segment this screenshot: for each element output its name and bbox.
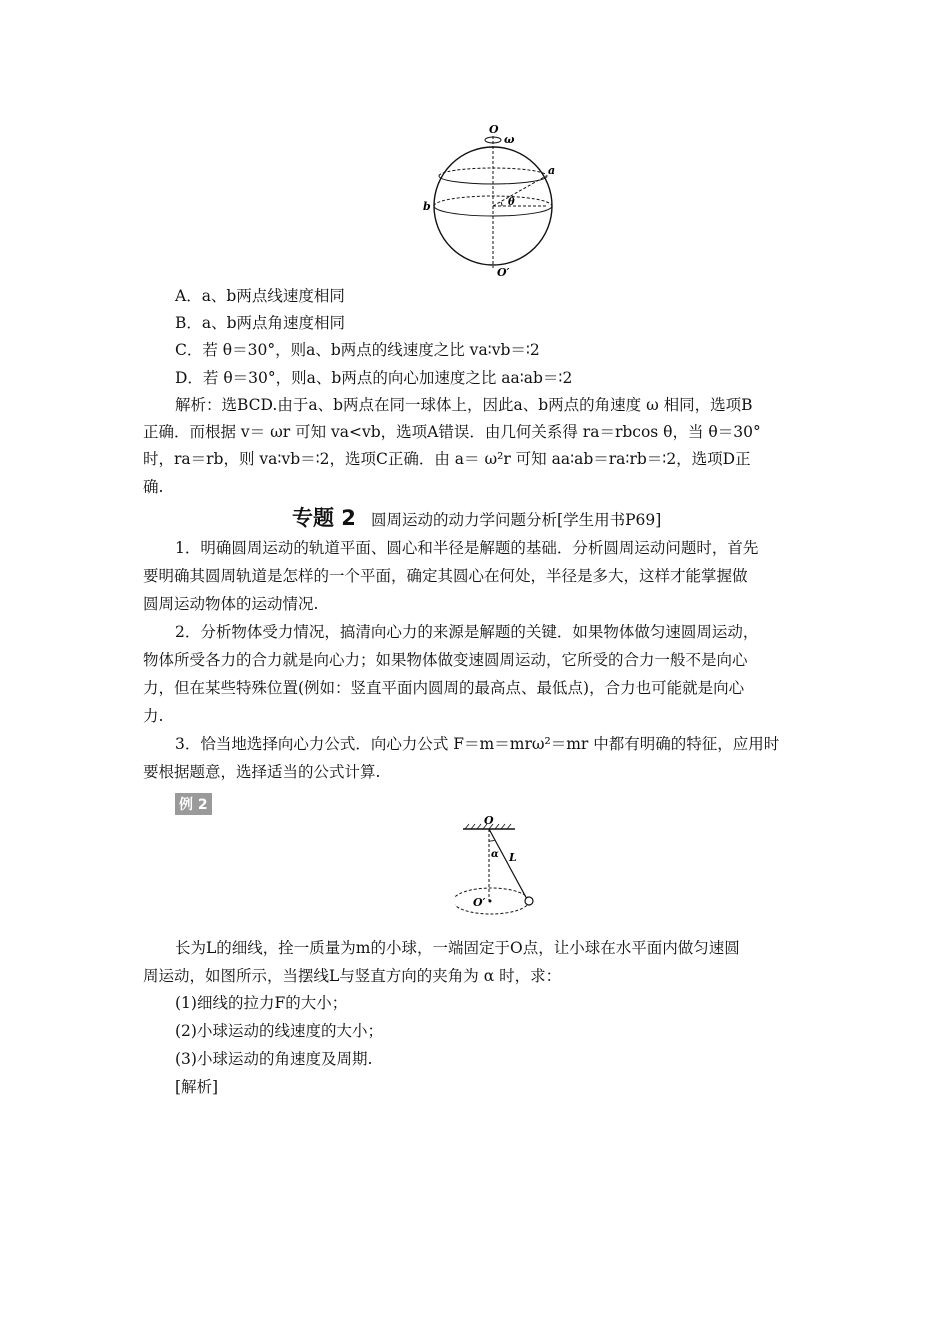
paragraph-1-line-1: 1．明确圆周运动的轨道平面、圆心和半径是解题的基础．分析圆周运动问题时，首先 bbox=[175, 539, 759, 557]
label-o: O bbox=[489, 123, 499, 136]
option-b: B．a、b两点角速度相同 bbox=[175, 314, 346, 332]
topic-heading bbox=[292, 502, 661, 532]
paragraph-2-line-4: 力. bbox=[143, 707, 164, 725]
label-theta: θ bbox=[508, 197, 515, 208]
question-2: (2)小球运动的线速度的大小； bbox=[175, 1022, 383, 1040]
conical-pendulum-figure bbox=[455, 815, 545, 930]
question-3: (3)小球运动的角速度及周期. bbox=[175, 1050, 373, 1068]
topic-subtitle: 圆周运动的动力学问题分析[学生用书P69] bbox=[371, 511, 662, 529]
paragraph-3-line-2: 要根据题意，选择适当的公式计算. bbox=[143, 763, 381, 781]
label-o: O bbox=[484, 815, 494, 827]
paragraph-1-line-3: 圆周运动物体的运动情况. bbox=[143, 595, 319, 613]
paragraph-1-line-2: 要明确其圆周轨道是怎样的一个平面，确定其圆心在何处，半径是多大，这样才能掌握做 bbox=[143, 567, 748, 585]
question-1: (1)细线的拉力F的大小； bbox=[175, 994, 348, 1012]
radius-to-a bbox=[493, 176, 546, 206]
label-a: a bbox=[548, 164, 556, 177]
sphere-figure bbox=[418, 118, 568, 280]
label-o-prime: O′ bbox=[497, 266, 510, 279]
answer-label: [解析] bbox=[175, 1078, 219, 1096]
label-omega: ω bbox=[504, 133, 515, 146]
analysis-line-2: 正确．而根据 v＝ ωr 可知 va<vb，选项A错误．由几何关系得 ra＝rbcos θ，当 θ＝30° bbox=[143, 423, 761, 441]
label-alpha: α bbox=[491, 849, 499, 860]
label-o-prime: O′ bbox=[473, 896, 486, 909]
problem-line-2: 周运动，如图所示，当摆线L与竖直方向的夹角为 α 时，求： bbox=[143, 967, 562, 985]
theta-arc bbox=[501, 202, 502, 206]
option-c: C．若 θ＝30°，则a、b两点的线速度之比 va∶vb＝∶2 bbox=[175, 341, 540, 359]
option-d: D．若 θ＝30°，则a、b两点的向心加速度之比 aa∶ab＝∶2 bbox=[175, 369, 573, 387]
analysis-line-3: 时，ra＝rb，则 va∶vb＝∶2，选项C正确．由 a＝ ω²r 可知 aa∶ab＝ra∶rb＝∶2，选项D正 bbox=[143, 450, 751, 468]
analysis-line-1: 解析：选BCD.由于a、b两点在同一球体上，因此a、b两点的角速度 ω 相同，选项B bbox=[175, 396, 753, 414]
label-b: b bbox=[423, 200, 431, 213]
example-badge: 例 2 bbox=[175, 793, 212, 815]
orbit-circle bbox=[455, 888, 529, 914]
paragraph-2-line-1: 2．分析物体受力情况，搞清向心力的来源是解题的关键．如果物体做匀速圆周运动， bbox=[175, 623, 759, 641]
label-L: L bbox=[509, 851, 517, 864]
center-point bbox=[489, 900, 492, 903]
topic-title: 专题 2 bbox=[292, 506, 356, 530]
problem-line-1: 长为L的细线，拴一质量为m的小球，一端固定于O点，让小球在水平面内做匀速圆 bbox=[175, 939, 740, 957]
paragraph-2-line-3: 力，但在某些特殊位置(例如：竖直平面内圆周的最高点、最低点)，合力也可能就是向心 bbox=[143, 679, 745, 697]
ball bbox=[525, 897, 533, 905]
paragraph-3-line-1: 3．恰当地选择向心力公式．向心力公式 F＝m＝mrω²＝mr 中都有明确的特征，应用时 bbox=[175, 735, 780, 753]
analysis-line-4: 确. bbox=[143, 478, 164, 496]
alpha-arc bbox=[489, 840, 495, 841]
option-a: A．a、b两点线速度相同 bbox=[175, 287, 345, 305]
paragraph-2-line-2: 物体所受各力的合力就是向心力；如果物体做变速圆周运动，它所受的合力一般不是向心 bbox=[143, 651, 748, 669]
